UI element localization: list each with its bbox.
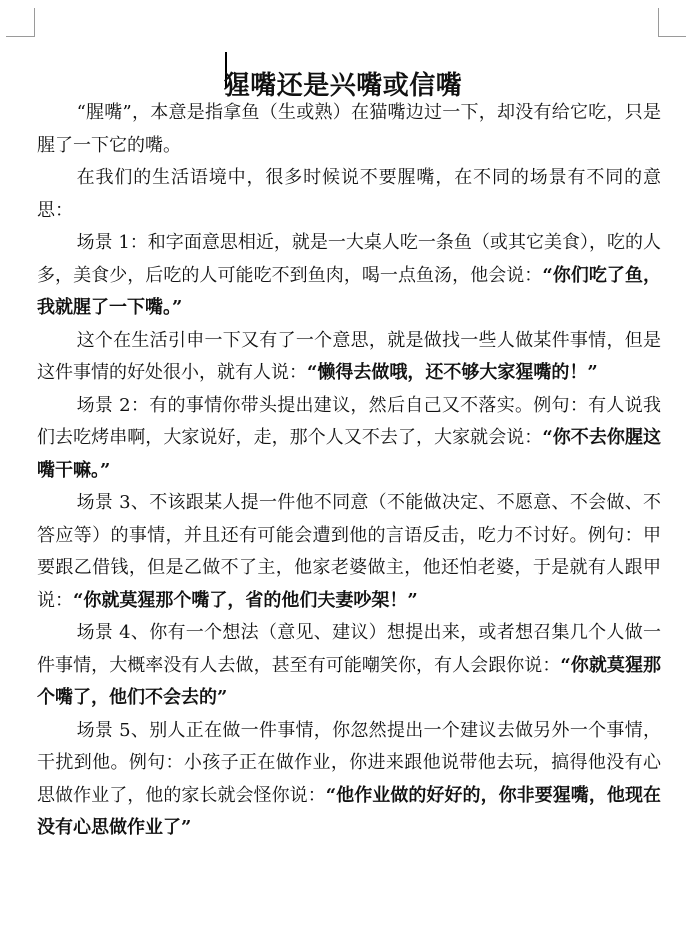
- paragraph-scene-5: [37, 715, 661, 845]
- paragraph-text: 场景 2：有的事情你带头提出建议，然后自己又不落实。例句：有人说我们去吃烤串啊，大家说好，走，那个人又不去了，大家就会说：: [37, 394, 661, 448]
- paragraph-text: “腥嘴”，本意是指拿鱼（生或熟）在猫嘴边过一下，却没有给它吃，只是腥了一下它的嘴。: [37, 102, 661, 156]
- paragraph-extension: [37, 325, 661, 390]
- paragraph-scene-3: [37, 487, 661, 617]
- paragraph-text: 在我们的生活语境中，很多时候说不要腥嘴，在不同的场景有不同的意思：: [37, 167, 661, 221]
- document-title: 猩嘴还是兴嘴或信嘴: [223, 71, 463, 102]
- paragraph-quote: “你就莫猩那个嘴了，他们不会去的”: [37, 654, 662, 708]
- paragraph-quote: “你就莫猩那个嘴了，省的他们夫妻吵架！”: [73, 589, 418, 611]
- paragraph-text: 这个在生活引申一下又有了一个意思，就是做找一些人做某件事情，但是这件事情的好处很小，就有人说：: [37, 329, 661, 383]
- page-corner-mark-top-left: [6, 8, 35, 37]
- paragraph-text: 场景 5、别人正在做一件事情，你忽然提出一个建议去做另外一个事情，干扰到他。例句：小孩子正在做作业，你进来跟他说带他去玩，搞得他没有心思做作业了，他的家长就会怪你说：: [37, 719, 661, 806]
- paragraph-quote: “你不去你腥这嘴干嘛。”: [37, 427, 662, 481]
- paragraph-quote: “你们吃了鱼，我就腥了一下嘴。”: [37, 264, 662, 318]
- paragraph-scene-4: [37, 617, 661, 715]
- paragraph-scene-1: [37, 227, 661, 325]
- paragraph-scene-2: [37, 390, 661, 488]
- paragraph-quote: “懒得去做哦，还不够大家猩嘴的！”: [307, 362, 598, 383]
- paragraph-text: 场景 1：和字面意思相近，就是一大桌人吃一条鱼（或其它美食），吃的人多，美食少，后吃的人可能吃不到鱼肉，喝一点鱼汤，他会说：: [37, 232, 661, 286]
- paragraph-intro: [37, 162, 661, 227]
- paragraph-text: 场景 3、不该跟某人提一件他不同意（不能做决定、不愿意、不会做、不答应等）的事情，并且还有可能会遭到他的言语反击，吃力不讨好。例句：甲要跟乙借钱，但是乙做不了主，他家老婆做主，他还怕老婆，于是就有人跟甲说：: [37, 492, 661, 611]
- paragraph-text: 场景 4、你有一个想法（意见、建议）想提出来，或者想召集几个人做一件事情，大概率没有人去做，甚至有可能嘲笑你，有人会跟你说：: [37, 622, 661, 676]
- page-corner-mark-top-right: [658, 8, 686, 37]
- paragraph-definition: [37, 97, 661, 162]
- document-body[interactable]: [37, 97, 661, 845]
- paragraph-quote: “他作业做的好好的，你非要猩嘴，他现在没有心思做作业了”: [37, 784, 662, 838]
